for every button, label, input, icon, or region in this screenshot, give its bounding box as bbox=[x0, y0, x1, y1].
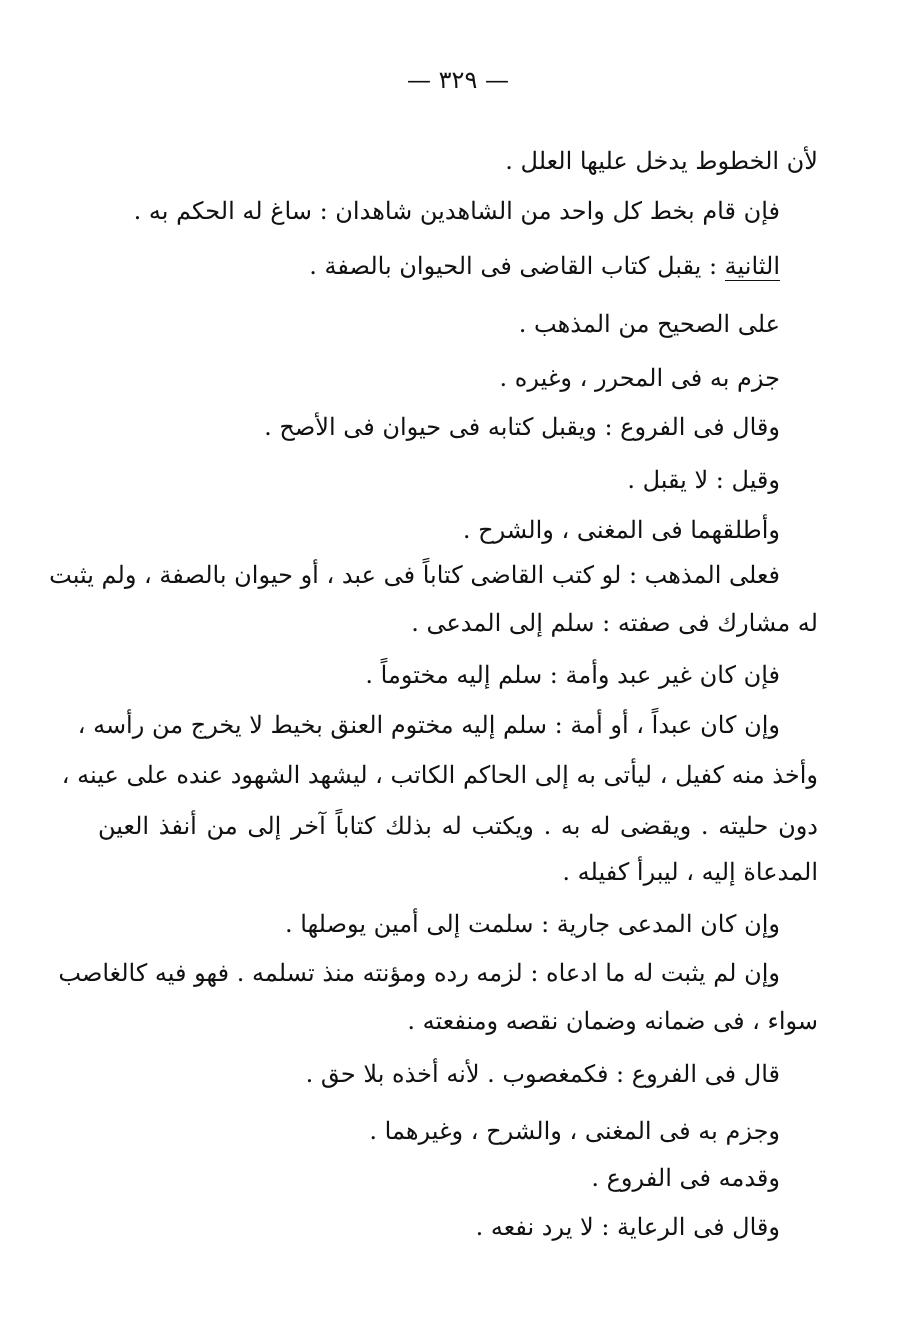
text-line: وأخذ منه كفيل ، ليأتى به إلى الحاكم الكاتب ، ليشهد الشهود عنده على عينه ، bbox=[61, 761, 818, 789]
text-line: لأن الخطوط يدخل عليها العلل . bbox=[505, 147, 818, 175]
page-number: — ٣٢٩ — bbox=[407, 66, 509, 94]
text-line: وقال فى الرعاية : لا يرد نفعه . bbox=[475, 1213, 780, 1241]
text-line: جزم به فى المحرر ، وغيره . bbox=[499, 364, 780, 392]
text-line: دون حليته . ويقضى له به . ويكتب له بذلك كتاباً آخر إلى من أنفذ العين bbox=[98, 812, 818, 840]
text-line: وأطلقهما فى المغنى ، والشرح . bbox=[462, 516, 780, 544]
text-line: وقدمه فى الفروع . bbox=[591, 1164, 780, 1192]
text-line: له مشارك فى صفته : سلم إلى المدعى . bbox=[411, 609, 818, 637]
text-line-rest: : يقبل كتاب القاضى فى الحيوان بالصفة . bbox=[309, 252, 725, 280]
text-line: وإن كان عبداً ، أو أمة : سلم إليه مختوم العنق بخيط لا يخرج من رأسه ، bbox=[77, 711, 780, 739]
text-line: وقال فى الفروع : ويقبل كتابه فى حيوان فى الأصح . bbox=[264, 413, 780, 441]
text-line: فإن كان غير عبد وأمة : سلم إليه مختوماً . bbox=[365, 661, 780, 689]
text-line: على الصحيح من المذهب . bbox=[518, 310, 780, 338]
text-line: وإن كان المدعى جارية : سلمت إلى أمين يوصلها . bbox=[285, 910, 780, 938]
text-line: وجزم به فى المغنى ، والشرح ، وغيرهما . bbox=[369, 1117, 780, 1145]
text-line: وقيل : لا يقبل . bbox=[627, 466, 780, 494]
text-line: قال فى الفروع : فكمغصوب . لأنه أخذه بلا حق . bbox=[305, 1060, 780, 1088]
text-line: المدعاة إليه ، ليبرأ كفيله . bbox=[562, 858, 818, 886]
text-line: فإن قام بخط كل واحد من الشاهدين شاهدان : ساغ له الحكم به . bbox=[133, 197, 780, 225]
section-heading: الثانية bbox=[724, 252, 780, 280]
text-line-heading bbox=[309, 248, 780, 284]
text-line: وإن لم يثبت له ما ادعاه : لزمه رده ومؤنته منذ تسلمه . فهو فيه كالغاصب bbox=[58, 959, 780, 987]
text-line: فعلى المذهب : لو كتب القاضى كتاباً فى عبد ، أو حيوان بالصفة ، ولم يثبت bbox=[49, 561, 780, 589]
text-line: سواء ، فى ضمانه وضمان نقصه ومنفعته . bbox=[407, 1007, 818, 1035]
